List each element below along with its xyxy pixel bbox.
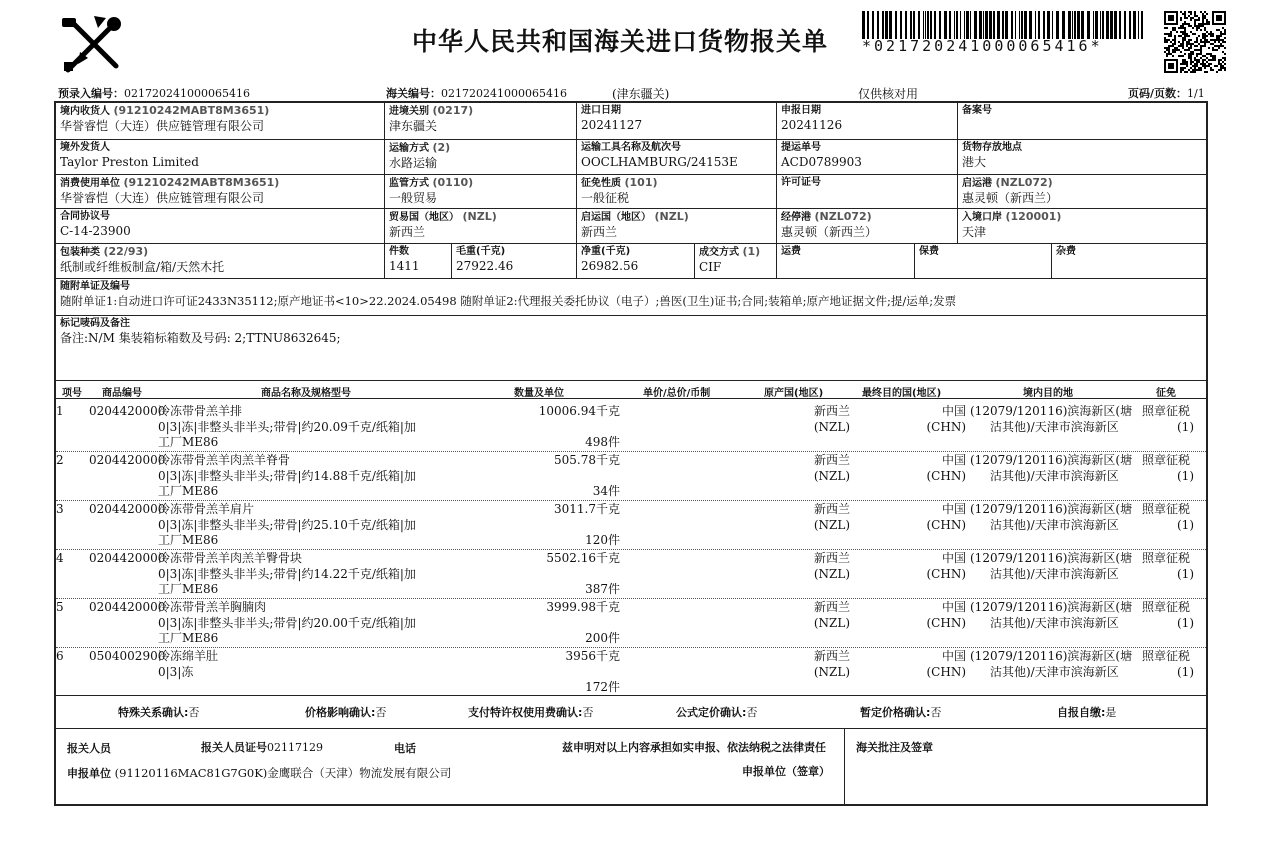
insurance-cell <box>915 244 1051 278</box>
item-name: 冷冻带骨羔羊胸腩肉 <box>158 600 267 614</box>
consumer-cell <box>56 175 384 208</box>
item-spec: 0|3|冻|非整头非半头;带骨|约20.09千克/纸箱|加 <box>158 420 416 434</box>
levy-nature-cell <box>577 175 776 208</box>
import-date-cell <box>577 103 776 139</box>
levy-nature-value: 一般征税 <box>581 191 630 205</box>
item-pieces: 120件 <box>585 533 620 547</box>
item-origin-code: (NZL) <box>813 518 850 532</box>
item-levy: 照章征税 <box>1142 502 1191 516</box>
vessel-cell <box>577 140 776 174</box>
departure-port-label: 启运港 (NZL072) <box>962 176 1053 189</box>
col-price: 单价/总价/币制 <box>643 388 711 399</box>
item-pieces: 498件 <box>585 435 620 449</box>
item-spec-extra: 工厂ME86 <box>158 533 219 547</box>
item-spec: 0|3|冻 <box>158 665 194 679</box>
col-domestic: 境内目的地 <box>1023 388 1073 399</box>
record-label: 备案号 <box>962 105 992 116</box>
item-levy-code: (1) <box>1177 518 1194 532</box>
storage-cell <box>958 140 1206 174</box>
item-name: 冷冻带骨羔羊肩片 <box>158 502 255 516</box>
transport-value: 水路运输 <box>389 156 438 170</box>
record-cell <box>958 103 1206 139</box>
marks-cell <box>56 316 1206 380</box>
consignee-label: 境内收货人 (91210242MABT8M3651) <box>60 104 270 117</box>
documents-value: 随附单证1:自动进口许可证2433N35112;原产地证书<10>22.2024.05498 随附单证2:代理报关委托协议（电子）;兽医(卫生)证书;合同;装箱单;原产地证据文件;提/运单;发票 <box>60 294 957 308</box>
storage-label: 货物存放地点 <box>962 142 1022 153</box>
item-levy: 照章征税 <box>1142 600 1191 614</box>
package-cell <box>56 244 384 278</box>
legal-statement: 兹申明对以上内容承担如实申报、依法纳税之法律责任 <box>562 741 826 754</box>
pieces-value: 1411 <box>389 259 420 273</box>
item-spec-extra: 工厂ME86 <box>158 484 219 498</box>
item-origin: 新西兰 <box>813 453 850 467</box>
gross-weight-label: 毛重(千克) <box>456 246 506 257</box>
item-domestic-2: 沽其他)/天津市滨海新区 <box>990 469 1119 483</box>
gross-weight-cell <box>452 244 576 278</box>
item-dest-code: (CHN) <box>926 518 966 532</box>
customs-office: (津东疆关) <box>612 87 670 101</box>
bill-of-lading-value: ACD0789903 <box>781 155 862 169</box>
item-quantity: 3011.7千克 <box>554 502 620 516</box>
item-code: 0504002900 <box>89 649 166 663</box>
item-number: 3 <box>56 502 64 516</box>
item-origin: 新西兰 <box>813 551 850 565</box>
contract-value: C-14-23900 <box>60 224 131 238</box>
company-seal-label: 申报单位（签章） <box>742 765 830 778</box>
item-code: 0204420000 <box>89 453 166 467</box>
item-quantity: 3956千克 <box>565 649 620 663</box>
entry-port-value: 津东疆关 <box>389 119 438 133</box>
page-count: 页码/页数：1/1 <box>1128 87 1205 100</box>
item-spec-extra: 工厂ME86 <box>158 631 219 645</box>
item-spec: 0|3|冻|非整头非半头;带骨|约14.88千克/纸箱|加 <box>158 469 416 483</box>
pieces-label: 件数 <box>389 246 409 257</box>
origin-country-cell <box>577 209 776 243</box>
item-domestic: (12079/120116)滨海新区(塘 <box>970 649 1133 663</box>
shipper-value: Taylor Preston Limited <box>60 155 199 169</box>
misc-fee-cell <box>1052 244 1206 278</box>
transport-label: 运输方式 (2) <box>389 141 451 154</box>
transit-port-cell <box>777 209 957 243</box>
license-cell <box>777 175 957 208</box>
item-code: 0204420000 <box>89 600 166 614</box>
page-title: 中华人民共和国海关进口货物报关单 <box>412 27 829 56</box>
consumer-label: 消费使用单位 (91210242MABT8M3651) <box>60 176 280 189</box>
item-code: 0204420000 <box>89 551 166 565</box>
item-pieces: 172件 <box>585 680 620 694</box>
col-dest: 最终目的国(地区) <box>862 388 942 399</box>
license-label: 许可证号 <box>781 177 821 188</box>
verify-note: 仅供核对用 <box>858 87 919 101</box>
import-date-value: 20241127 <box>581 118 643 132</box>
prerecord-number: 预录入编号：021720241000065416 <box>58 87 250 100</box>
shipper-label: 境外发货人 <box>60 142 110 153</box>
levy-nature-label: 征免性质 (101) <box>581 176 658 189</box>
item-quantity: 3999.98千克 <box>546 600 620 614</box>
item-levy-code: (1) <box>1177 665 1194 679</box>
declare-date-value: 20241126 <box>781 118 843 132</box>
item-domestic: (12079/120116)滨海新区(塘 <box>970 600 1133 614</box>
item-levy: 照章征税 <box>1142 649 1191 663</box>
col-qty: 数量及单位 <box>514 388 564 399</box>
shipper-cell <box>56 140 384 174</box>
col-levy: 征免 <box>1156 388 1176 399</box>
storage-value: 港大 <box>962 155 987 169</box>
vessel-value: OOCLHAMBURG/24153E <box>581 155 738 169</box>
trade-country-cell <box>385 209 576 243</box>
trade-country-label: 贸易国（地区） (NZL) <box>389 210 497 223</box>
bill-of-lading-cell <box>777 140 957 174</box>
item-dest-code: (CHN) <box>926 420 966 434</box>
misc-fee-label: 杂费 <box>1056 246 1076 257</box>
barcode <box>860 11 1148 39</box>
documents-label: 随附单证及编号 <box>60 281 130 292</box>
deal-mode-label: 成交方式 (1) <box>699 245 761 258</box>
entry-gate-cell <box>958 209 1206 243</box>
item-origin-code: (NZL) <box>813 469 850 483</box>
item-number: 5 <box>56 600 64 614</box>
item-pieces: 34件 <box>592 484 620 498</box>
item-code: 0204420000 <box>89 404 166 418</box>
transit-port-value: 惠灵顿（新西兰） <box>781 225 878 239</box>
special-relation: 特殊关系确认:否 <box>118 706 200 719</box>
item-dest: 中国 <box>941 551 966 565</box>
item-pieces: 200件 <box>585 631 620 645</box>
documents-cell <box>56 279 1206 315</box>
marks-label: 标记唛码及备注 <box>60 318 130 329</box>
item-domestic: (12079/120116)滨海新区(塘 <box>970 404 1133 418</box>
origin-country-label: 启运国（地区） (NZL) <box>581 210 689 223</box>
qr-code <box>1164 11 1226 73</box>
item-spec: 0|3|冻|非整头非半头;带骨|约25.10千克/纸箱|加 <box>158 518 416 532</box>
item-dest-code: (CHN) <box>926 469 966 483</box>
supervision-cell <box>385 175 576 208</box>
item-levy-code: (1) <box>1177 567 1194 581</box>
item-number: 4 <box>56 551 64 565</box>
item-levy-code: (1) <box>1177 616 1194 630</box>
package-label: 包装种类 (22/93) <box>60 245 149 258</box>
item-dest: 中国 <box>941 453 966 467</box>
departure-port-value: 惠灵顿（新西兰） <box>962 191 1059 205</box>
item-origin: 新西兰 <box>813 649 850 663</box>
item-number: 2 <box>56 453 64 467</box>
bill-of-lading-label: 提运单号 <box>781 142 821 153</box>
freight-cell <box>777 244 914 278</box>
origin-country-value: 新西兰 <box>581 225 618 239</box>
provisional-price: 暂定价格确认:否 <box>860 706 942 719</box>
contract-label: 合同协议号 <box>60 211 110 222</box>
item-name: 冷冻带骨羔羊排 <box>158 404 243 418</box>
customs-number: 海关编号：021720241000065416 <box>386 87 567 100</box>
item-domestic: (12079/120116)滨海新区(塘 <box>970 551 1133 565</box>
price-influence: 价格影响确认:否 <box>305 706 387 719</box>
item-spec: 0|3|冻|非整头非半头;带骨|约14.22千克/纸箱|加 <box>158 567 416 581</box>
gross-weight-value: 27922.46 <box>456 259 514 273</box>
item-spec-extra: 工厂ME86 <box>158 582 219 596</box>
item-dest-code: (CHN) <box>926 567 966 581</box>
col-no: 项号 <box>62 388 82 399</box>
item-quantity: 505.78千克 <box>554 453 620 467</box>
supervision-value: 一般贸易 <box>389 191 438 205</box>
col-code: 商品编号 <box>102 388 142 399</box>
phone-label: 电话 <box>394 742 416 755</box>
item-domestic-2: 沽其他)/天津市滨海新区 <box>990 616 1119 630</box>
royalty-confirm: 支付特许权使用费确认:否 <box>468 706 594 719</box>
item-name: 冷冻带骨羔羊肉羔羊臀骨块 <box>158 551 303 565</box>
consumer-value: 华誉睿恺（大连）供应链管理有限公司 <box>60 191 265 205</box>
barcode-text: *021720241000065416* <box>862 37 1103 55</box>
customs-emblem-icon <box>58 12 128 76</box>
item-levy-code: (1) <box>1177 469 1194 483</box>
transit-port-label: 经停港 (NZL072) <box>781 210 872 223</box>
net-weight-cell <box>577 244 694 278</box>
item-levy: 照章征税 <box>1142 453 1191 467</box>
self-pay: 自报自缴:是 <box>1057 706 1117 719</box>
item-origin: 新西兰 <box>813 404 850 418</box>
item-name: 冷冻带骨羔羊肉羔羊脊骨 <box>158 453 291 467</box>
import-date-label: 进口日期 <box>581 105 621 116</box>
item-levy-code: (1) <box>1177 420 1194 434</box>
marks-value: 备注:N/M 集装箱标箱数及号码: 2;TTNU8632645; <box>60 331 341 345</box>
item-number: 1 <box>56 404 64 418</box>
item-name: 冷冻绵羊肚 <box>158 649 219 663</box>
entry-port-cell <box>385 103 576 139</box>
net-weight-value: 26982.56 <box>581 259 639 273</box>
declarant-label: 报关人员 <box>67 742 111 755</box>
item-origin-code: (NZL) <box>813 567 850 581</box>
declare-date-label: 申报日期 <box>781 105 821 116</box>
item-dest: 中国 <box>941 502 966 516</box>
item-spec-extra: 工厂ME86 <box>158 435 219 449</box>
transport-cell <box>385 140 576 174</box>
item-domestic-2: 沽其他)/天津市滨海新区 <box>990 567 1119 581</box>
item-domestic-2: 沽其他)/天津市滨海新区 <box>990 665 1119 679</box>
declaring-company: 申报单位 (91120116MAC81G7G0K)金鹰联合（天津）物流发展有限公司 <box>67 766 452 780</box>
item-dest: 中国 <box>941 404 966 418</box>
item-dest: 中国 <box>941 600 966 614</box>
pieces-cell <box>385 244 451 278</box>
item-origin: 新西兰 <box>813 600 850 614</box>
entry-port-label: 进境关别 (0217) <box>389 104 474 117</box>
deal-mode-cell <box>695 244 776 278</box>
item-origin-code: (NZL) <box>813 420 850 434</box>
entry-gate-value: 天津 <box>962 225 987 239</box>
supervision-label: 监管方式 (0110) <box>389 176 474 189</box>
item-origin-code: (NZL) <box>813 616 850 630</box>
item-domestic-2: 沽其他)/天津市滨海新区 <box>990 518 1119 532</box>
item-origin: 新西兰 <box>813 502 850 516</box>
item-quantity: 5502.16千克 <box>546 551 620 565</box>
insurance-label: 保费 <box>919 246 939 257</box>
col-name: 商品名称及规格型号 <box>261 388 351 399</box>
net-weight-label: 净重(千克) <box>581 246 631 257</box>
freight-label: 运费 <box>781 246 801 257</box>
item-number: 6 <box>56 649 64 663</box>
item-origin-code: (NZL) <box>813 665 850 679</box>
item-code: 0204420000 <box>89 502 166 516</box>
trade-country-value: 新西兰 <box>389 225 426 239</box>
item-quantity: 10006.94千克 <box>538 404 620 418</box>
item-domestic: (12079/120116)滨海新区(塘 <box>970 502 1133 516</box>
contract-cell <box>56 209 384 243</box>
item-levy: 照章征税 <box>1142 404 1191 418</box>
customs-sign-label: 海关批注及签章 <box>856 741 933 754</box>
col-origin: 原产国(地区) <box>764 388 824 399</box>
package-value: 纸制或纤维板制盒/箱/天然木托 <box>60 260 225 274</box>
item-domestic-2: 沽其他)/天津市滨海新区 <box>990 420 1119 434</box>
deal-mode-value: CIF <box>699 260 722 274</box>
item-dest-code: (CHN) <box>926 665 966 679</box>
item-pieces: 387件 <box>585 582 620 596</box>
consignee-value: 华誉睿恺（大连）供应链管理有限公司 <box>60 119 265 133</box>
item-spec: 0|3|冻|非整头非半头;带骨|约20.00千克/纸箱|加 <box>158 616 416 630</box>
consignee-cell <box>56 103 384 139</box>
item-domestic: (12079/120116)滨海新区(塘 <box>970 453 1133 467</box>
formula-price: 公式定价确认:否 <box>676 706 758 719</box>
vessel-label: 运输工具名称及航次号 <box>581 142 681 153</box>
declare-date-cell <box>777 103 957 139</box>
item-levy: 照章征税 <box>1142 551 1191 565</box>
item-dest: 中国 <box>941 649 966 663</box>
declarant-number: 报关人员证号02117129 <box>201 741 323 754</box>
departure-port-cell <box>958 175 1206 208</box>
item-dest-code: (CHN) <box>926 616 966 630</box>
entry-gate-label: 入境口岸 (120001) <box>962 210 1062 223</box>
